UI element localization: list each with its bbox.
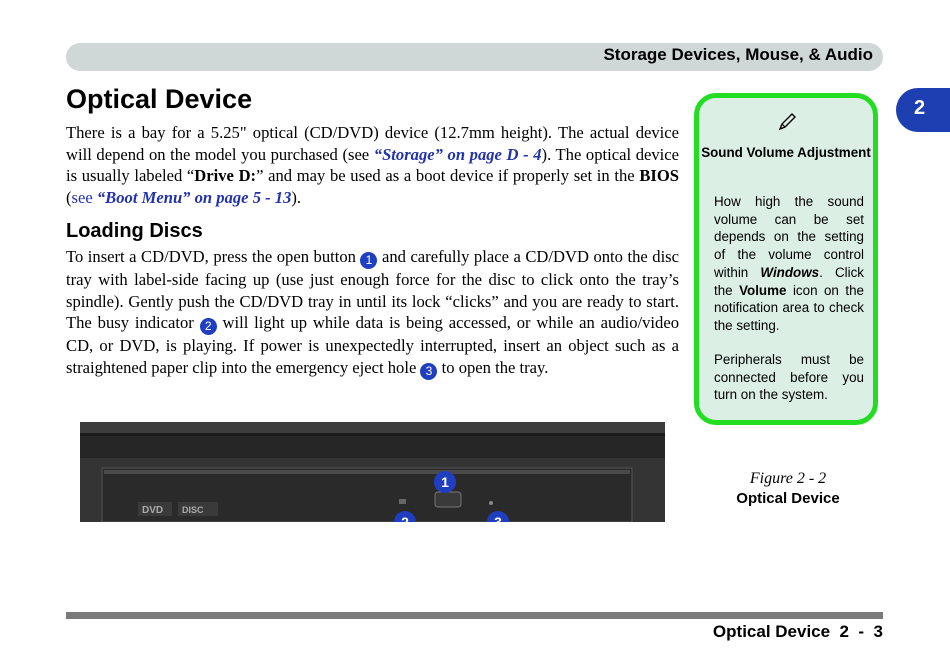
sidebar-title: Sound Volume Adjustment <box>701 145 871 160</box>
sidebar-text-a: How high the sound volume can be set depends on the setting of the volume control within <box>714 194 864 280</box>
windows-label: Windows <box>760 264 820 280</box>
intro-text-5: ). <box>291 187 302 207</box>
chapter-tab <box>896 88 950 132</box>
callout-2-icon: 2 <box>200 318 217 335</box>
sidebar-paragraph-2: Peripherals must be connected before you turn on the system. <box>714 352 864 403</box>
callout-1-icon: 1 <box>360 252 377 269</box>
optical-drive-illustration <box>80 422 665 522</box>
optical-device-figure <box>80 422 665 522</box>
intro-paragraph <box>66 122 679 208</box>
drive-label: Drive D: <box>194 166 257 186</box>
sidebar-text-c: icon on the notification area to check the setting. <box>714 282 864 333</box>
callout-3-label: 3 <box>494 514 502 522</box>
footer-rule <box>66 612 883 619</box>
callout-3-icon: 3 <box>420 363 437 380</box>
sidebar-text-b: . Click the <box>714 264 864 298</box>
pen-icon <box>777 112 797 137</box>
header-bar <box>66 43 883 71</box>
section-text-3: will light up while data is being accessed, or while an audio/video CD, or DVD, is playing. If power is unexpectedly interrupted, insert an object such as a straightened paper clip into the emergency eject hole <box>66 313 679 377</box>
section-heading: Loading Discs <box>66 220 203 242</box>
intro-text-4: ( <box>66 187 72 207</box>
volume-label: Volume <box>739 282 787 298</box>
callout-1-label: 1 <box>441 474 449 490</box>
page-title: Optical Device <box>66 84 253 114</box>
intro-text-1: There is a bay for a 5.25" optical (CD/DVD) device (12.7mm height). The actual device will depend on the model you purchased (see <box>66 123 679 164</box>
bios-label: BIOS <box>639 166 679 186</box>
figure-title: Optical Device <box>736 490 840 507</box>
footer-page-label: Optical Device 2 - 3 <box>712 622 883 641</box>
disc-logo-text: DISC <box>182 505 204 515</box>
sidebar-note <box>694 93 878 425</box>
header-title: Storage Devices, Mouse, & Audio <box>603 45 873 64</box>
loading-discs-paragraph <box>66 246 679 380</box>
figure-number: Figure 2 - 2 <box>749 470 827 487</box>
sidebar-paragraph-1 <box>714 193 864 335</box>
intro-text-2: ). The optical device is usually labeled “ <box>66 144 679 186</box>
section-text-1: To insert a CD/DVD, press the open button <box>66 247 361 266</box>
section-text-4: to open the tray. <box>437 357 549 377</box>
see-text: see <box>71 187 97 207</box>
dvd-logo <box>138 502 218 516</box>
callout-2-label: 2 <box>401 514 409 522</box>
intro-text-3: ” and may be used as a boot device if properly set in the <box>256 166 640 186</box>
chapter-number: 2 <box>914 97 926 119</box>
figure-caption <box>700 470 876 507</box>
boot-menu-link[interactable]: “Boot Menu” on page 5 - 13 <box>96 187 292 207</box>
storage-link[interactable]: “Storage” on page D - 4 <box>373 144 542 164</box>
figure-callout-1 <box>434 471 456 493</box>
dvd-logo-text: DVD <box>142 505 164 516</box>
section-text-2: and carefully place a CD/DVD onto the disc tray with label-side facing up (use just enough force for the disc to click onto the tray’s spindle). Gently push the CD/DVD tray in until its lock “clicks” and you are ready to start. The busy indicator <box>66 247 679 333</box>
